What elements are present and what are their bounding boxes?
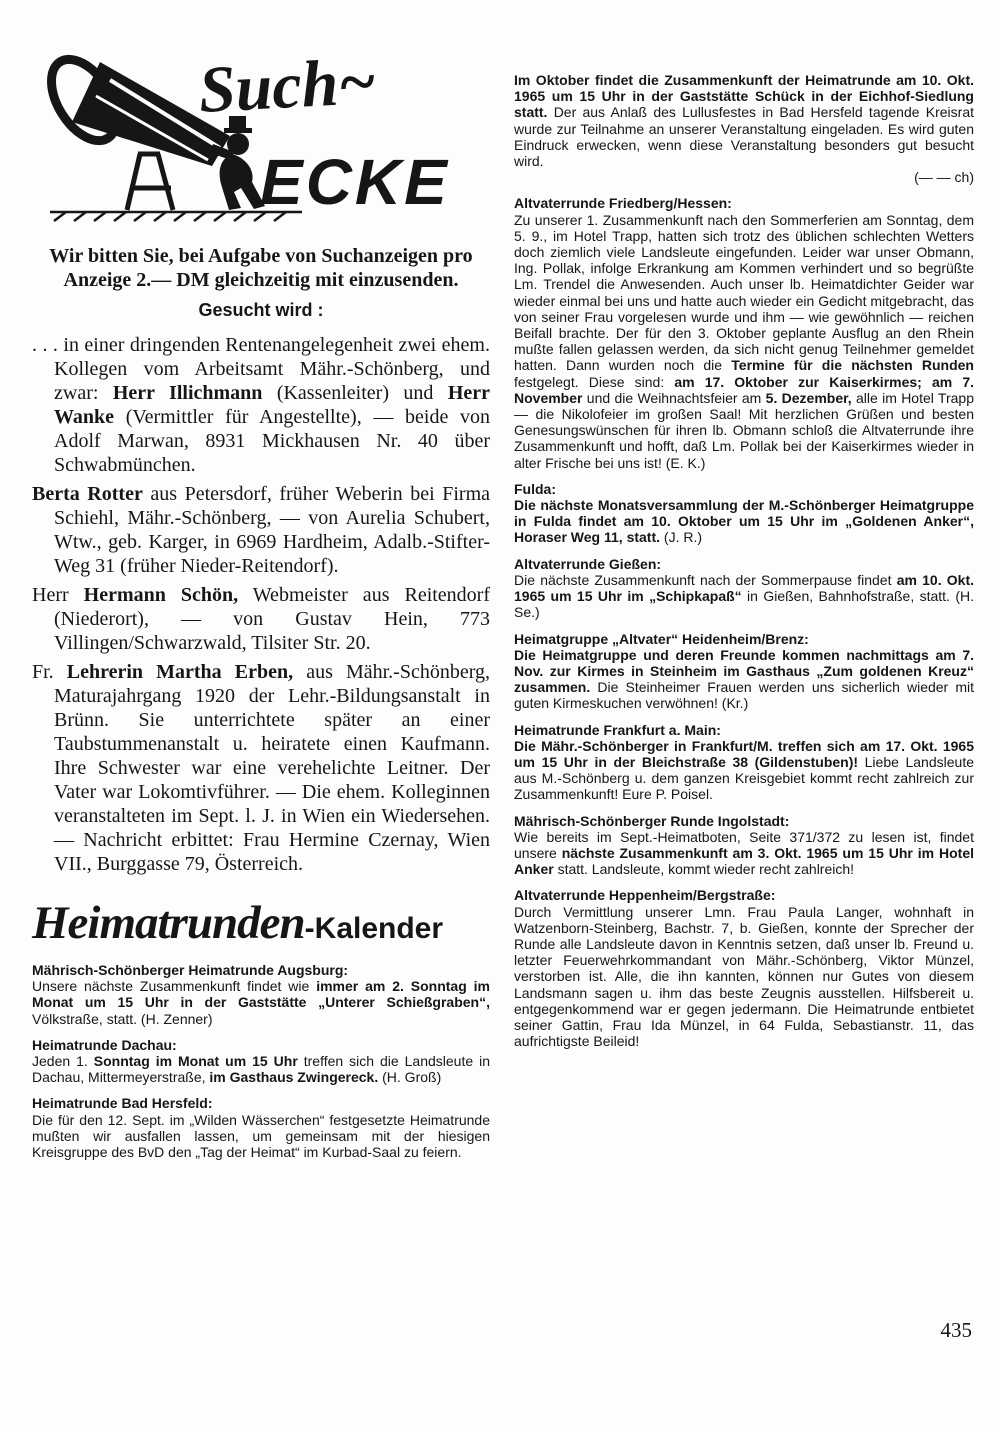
kalender-heading-rest: -Kalender bbox=[304, 912, 444, 945]
left-column bbox=[32, 48, 490, 1170]
section-body: Wie bereits im Sept.-Heimatboten, Seite 371/372 zu lesen ist, findet unsere nächste Zusammenkunft am 3. Okt. 1965 um 15 Uhr im Hotel Anker statt. Landsleute, kommt wieder recht zahlreich! bbox=[514, 828, 974, 878]
section-heading: Altvaterrunde Friedberg/Hessen: bbox=[514, 195, 732, 212]
such-ecke-logo bbox=[32, 48, 478, 228]
section-ingolstadt bbox=[514, 813, 974, 878]
section-fulda bbox=[514, 481, 974, 546]
kalender-section-dachau bbox=[32, 1037, 490, 1086]
section-frankfurt-main bbox=[514, 722, 974, 803]
tripod-stand-icon bbox=[127, 154, 173, 210]
submission-note: Wir bitten Sie, bei Aufgabe von Suchanzeigen pro Anzeige 2.— DM gleichzeitig mit einzusenden. bbox=[49, 245, 473, 291]
section-body: Die nächste Zusammenkunft nach der Sommerpause findet am 10. Okt. 1965 um 15 Uhr im „Schipkapaß“ in Gießen, Bahnhofstraße, statt. (H. Se.) bbox=[514, 571, 975, 621]
search-entry-hermann-schoen: Herr Hermann Schön, Webmeister aus Reitendorf (Niederort), — von Gustav Hein, 773 Villingen/Schwarzwald, Tilsiter Str. 20. bbox=[32, 584, 491, 654]
section-body: Die nächste Monatsversammlung der M.-Schönberger Heimatgruppe in Fulda findet am 10. Oktober um 15 Uhr im „Goldenen Anker“, Horaser Weg 11, statt. (J. R.) bbox=[514, 497, 974, 546]
search-entry-berta-rotter: Berta Rotter aus Petersdorf, früher Weberin bei Firma Schiehl, Mähr.-Schönberg, — von Aurelia Schubert, Wtw., geb. Karger, in 6969 Hardheim, Adalb.-Stifter-Weg 31 (früher Nieder-Reitendorf). bbox=[32, 483, 490, 577]
section-heppenheim-bergstrasse bbox=[514, 887, 974, 1049]
section-heading: Heimatrunde Frankfurt a. Main: bbox=[514, 721, 721, 738]
section-heading: Altvaterrunde Gießen: bbox=[514, 555, 662, 572]
section-signature: (— — ch) bbox=[914, 169, 974, 186]
section-hersfeld-october-note bbox=[514, 72, 974, 185]
kalender-section-body: Die für den 12. Sept. im „Wilden Wässerchen“ festgesetzte Heimatrunde mußten wir ausfallen lassen, um gemeinsam mit der hiesigen Kreisgruppe des BvD den „Tag der Heimat“ im Kurbad-Saal zu feiern. bbox=[32, 1111, 490, 1161]
kalender-section-heading: Heimatrunde Bad Hersfeld: bbox=[32, 1095, 213, 1112]
gesucht-wird-heading: Gesucht wird : bbox=[198, 300, 324, 320]
section-heading: Fulda: bbox=[514, 480, 556, 497]
heimatrunden-kalender-heading bbox=[32, 896, 490, 950]
kalender-section-body: Unsere nächste Zusammenkunft findet wie immer am 2. Sonntag im Monat um 15 Uhr in der Gaststätte „Unterer Schießgraben“, Völkstraße, statt. (H. Zenner) bbox=[32, 978, 490, 1027]
kalender-section-body: Jeden 1. Sonntag im Monat um 15 Uhr treffen sich die Landsleute in Dachau, Mittermeyerstraße, im Gasthaus Zwingereck. (H. Groß) bbox=[32, 1053, 490, 1086]
section-body: Durch Vermittlung unserer Lmn. Frau Paula Langer, wohnhaft in Watzenborn-Steinberg, Bachstr. 7, b. Gießen, konnte der Sprecher der Runde alle Landsleute davon in Kenntnis setzen, daß unser lb. Freund u. letzter Feuerwehrkommandant von Mähr.-Schönberg, Viktor Münzel, verstorben ist. Alle, die ihn kannten, können nur Gutes von diesem Landsmann sagen u. ihm das beste Zeugnis ausstellen. Hilfsbereit u. entgegenkommend war er gegen jedermann. Die Heimatrunde entbietet seiner Gattin, Frau Ida Münzel, in 64 Fulda, Sebastianstr. 11, das aufrichtigste Beileid! bbox=[514, 903, 974, 1050]
kalender-section-heading: Mährisch-Schönberger Heimatrunde Augsburg: bbox=[32, 962, 349, 978]
megaphone-illustration bbox=[32, 48, 478, 228]
section-body: Im Oktober findet die Zusammenkunft der Heimatrunde am 10. Okt. 1965 um 15 Uhr in der Gaststätte Schück in der Eichhof-Siedlung statt. Der aus Anlaß des Lullusfestes in Bad Hersfeld tagende Kreisrat wurde zur Teilnahme an unserer Veranstaltung eingeladen. Es wird guten Eindruck erwecken, wenn diese Veranstaltung besonders gut besucht wird. bbox=[514, 72, 974, 170]
section-body: Die Mähr.-Schönberger in Frankfurt/M. treffen sich am 17. Okt. 1965 um 15 Uhr in der Bleichstraße 38 (Gildenstuben)! Liebe Landsleute aus M.-Schönberg u. dem ganzen Kreisgebiet kommt recht zahlreich zur Zusammenkunft! Eure P. Poisel. bbox=[514, 737, 974, 803]
kalender-heading-script: Heimatrunden bbox=[32, 897, 305, 949]
section-altvaterrunde-giessen bbox=[514, 556, 974, 621]
kalender-section-heading: Heimatrunde Dachau: bbox=[32, 1036, 177, 1053]
page-number: 435 bbox=[940, 1318, 972, 1342]
kalender-section-bad-hersfeld bbox=[32, 1095, 490, 1160]
section-heidenheim-brenz bbox=[514, 631, 974, 712]
section-body: Zu unserer 1. Zusammenkunft nach den Sommerferien am Sonntag, dem 5. 9., im Hotel Trapp, hatten sich trotz des üblichen schlechten Wetters doch ziemlich viele Landsleute eingefunden. Leider war unser Obmann, Ing. Pollak, infolge Erkrankung am Kommen verhindert und so begrüßte Lm. Trendel die Anwesenden. Auch unser lb. Heimatdichter Geider war wieder einmal bei uns und hatte auch wieder ein Gedicht mitgebracht, das von seiner Frau vorgelesen wurde und ihm — wie gewöhnlich — reichen Beifall brachte. Der für den 3. Oktober geplante Ausflug an den Rhein mußte fallen gelassen werden, da sich nicht genug Teilnehmer gemeldet hatten. Dann wurden noch die Termine für die nächsten Runden festgelegt. Diese sind: am 17. Oktober zur Kaiserkirmes; am 7. November und die Weihnachtsfeier am 5. Dezember, alle im Hotel Trapp — die Nikolofeier im großen Saal! Mit herzlichen Grüßen und besten Genesungswünschen für ihren lb. Obmann schloß die Altvaterrunde ihre Zusammenkunft und hofft, daß Lm. Pollak bei der Kaiserkirmes wieder in alter Frische bei uns ist! (E. K.) bbox=[514, 211, 974, 471]
section-heading: Heimatgruppe „Altvater“ Heidenheim/Brenz: bbox=[514, 630, 809, 647]
section-heading: Altvaterrunde Heppenheim/Bergstraße: bbox=[514, 887, 776, 904]
section-heading: Mährisch-Schönberger Runde Ingolstadt: bbox=[514, 812, 790, 829]
search-entry-martha-erben: Fr. Lehrerin Martha Erben, aus Mähr.-Schönberg, Maturajahrgang 1920 der Lehr.-Bildungsanstalt in Brünn. Sie unterrichtete später an einer Taubstummenanstalt u. heiratete einen Kaufmann. Ihre Schwester war eine verehelichte Leitner. Der Vater war Lokomtivführer. — Die ehem. Kolleginnen veranstalteten im Sept. l. J. in Wien ein Wiedersehen. — Nachricht erbittet: Frau Hermine Czernay, Wien VII., Burggasse 79, Österreich. bbox=[32, 661, 490, 875]
right-column bbox=[514, 72, 974, 1059]
section-altvaterrunde-friedberg bbox=[514, 195, 974, 470]
logo-block-text: ECKE bbox=[260, 146, 450, 218]
kalender-section-augsburg bbox=[32, 962, 490, 1027]
ground-hatch bbox=[54, 212, 286, 221]
section-body: Die Heimatgruppe und deren Freunde kommen nachmittags am 7. Nov. zur Kirmes in Steinheim im Gasthaus „Zum goldenen Kreuz“ zusammen. Die Steinheimer Frauen werden uns sicherlich wieder mit guten Kirmeskuchen verwöhnen! (Kr.) bbox=[514, 646, 974, 712]
search-entry-illichmann-wanke: . . . in einer dringenden Rentenangelegenheit zwei ehem. Kollegen vom Arbeitsamt Mähr.-Schönberg, und zwar: Herr Illichmann (Kassenleiter) und Herr Wanke (Vermittler für Angestellte), — beide von Adolf Marwan, 8931 Mickhausen Nr. 40 über Schwabmünchen. bbox=[32, 334, 490, 476]
logo-script-text: Such~ bbox=[196, 48, 378, 127]
